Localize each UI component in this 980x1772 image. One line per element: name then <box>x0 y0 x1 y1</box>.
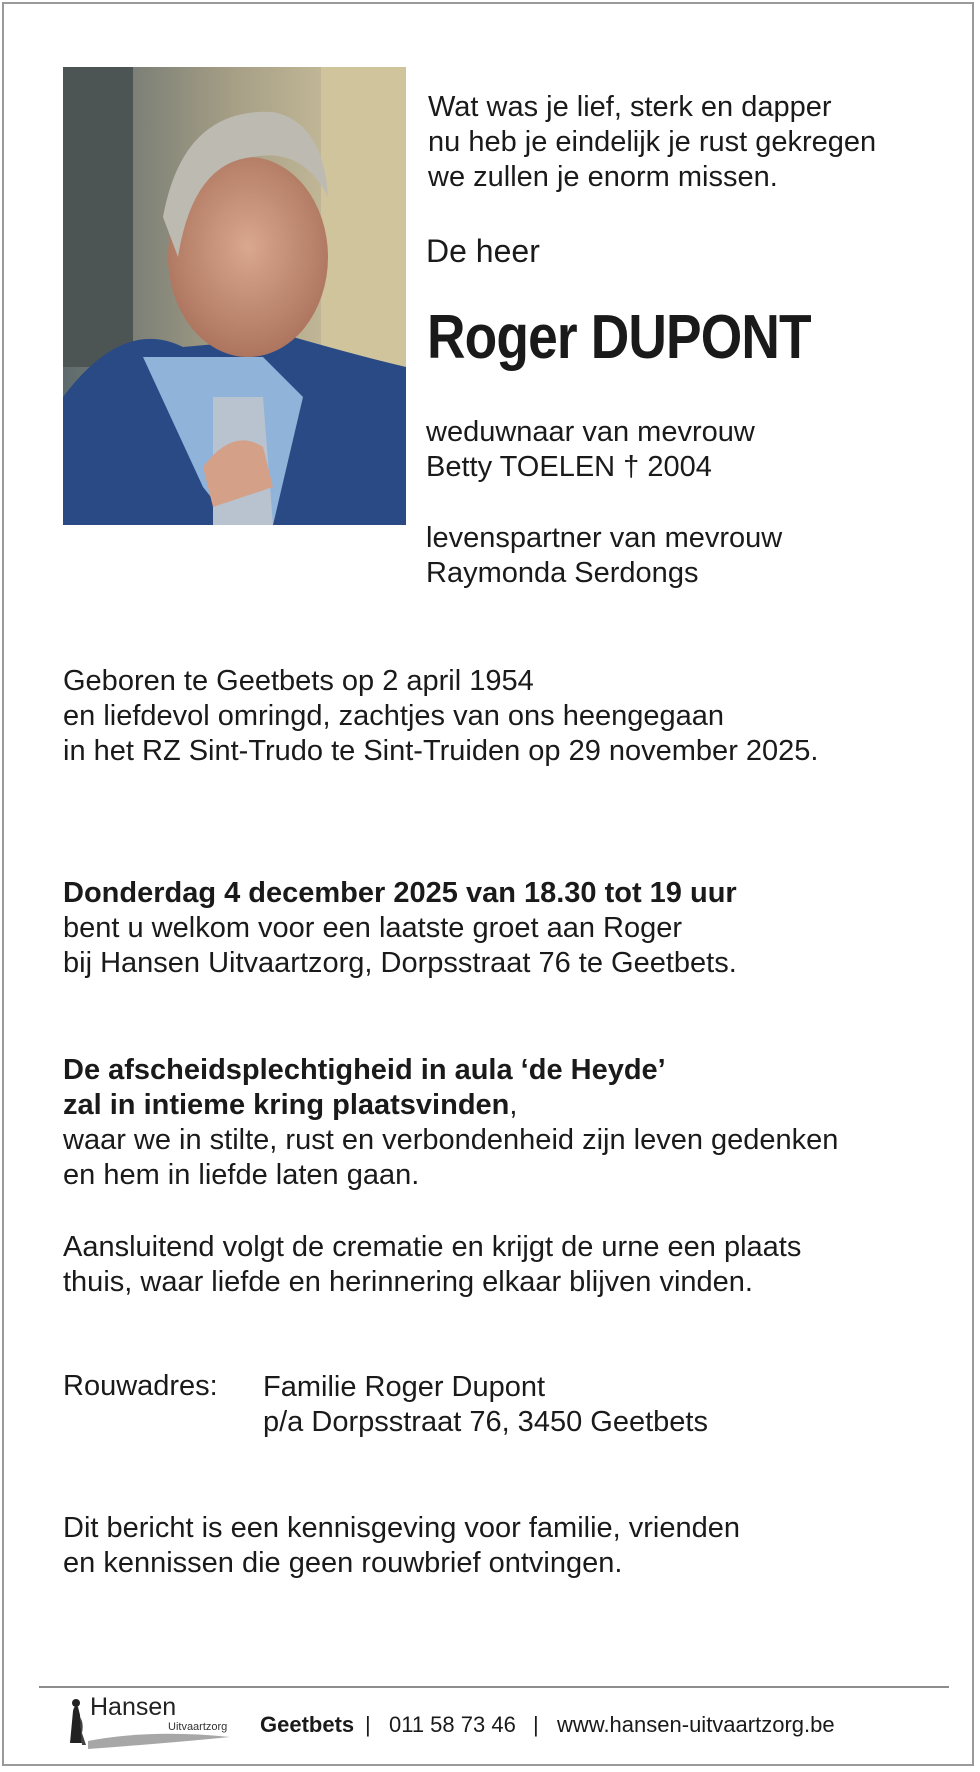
name-prefix: De heer <box>426 233 540 269</box>
cremation-paragraph <box>63 1230 801 1300</box>
paragraph-line: Dit bericht is een kennisgeving voor familie, vrienden <box>63 1512 741 1544</box>
paragraph-line: en kennissen die geen rouwbrief ontvingen. <box>63 1547 623 1579</box>
paragraph-line: Geboren te Geetbets op 2 april 1954 <box>63 665 534 697</box>
deceased-name: Roger DUPONT <box>427 303 811 372</box>
ceremony-heading: zal in intieme kring plaatsvinden <box>63 1089 510 1121</box>
logo-subtitle: Uitvaartzorg <box>168 1721 228 1733</box>
paragraph-line: bij Hansen Uitvaartzorg, Dorpsstraat 76 te Geetbets. <box>63 947 737 979</box>
poem <box>428 90 876 195</box>
poem-line: we zullen je enorm missen. <box>428 161 778 193</box>
ceremony-paragraph <box>63 1053 838 1193</box>
notice-paragraph <box>63 1511 740 1581</box>
footer-city: Geetbets <box>260 1712 355 1737</box>
paragraph-line: en hem in liefde laten gaan. <box>63 1159 420 1191</box>
relation-line: Betty TOELEN † 2004 <box>426 451 712 483</box>
logo-name: Hansen <box>90 1693 177 1721</box>
paragraph-line: in het RZ Sint-Trudo te Sint-Truiden op 29 november 2025. <box>63 735 819 767</box>
hansen-logo <box>60 1693 240 1753</box>
footer-separator: | <box>365 1712 371 1737</box>
portrait-photo <box>63 67 406 525</box>
address-line: p/a Dorpsstraat 76, 3450 Geetbets <box>263 1406 708 1438</box>
birth-death-paragraph <box>63 664 818 769</box>
address-label: Rouwadres: <box>63 1370 218 1402</box>
relation-line: weduwnaar van mevrouw <box>426 416 755 448</box>
footer-phone: 011 58 73 46 <box>389 1712 516 1737</box>
partner-relation <box>426 521 782 591</box>
ceremony-heading-comma: , <box>509 1089 518 1121</box>
visitation-heading: Donderdag 4 december 2025 van 18.30 tot 19 uur <box>63 877 737 909</box>
obituary-card <box>2 2 974 1766</box>
ceremony-heading: De afscheidsplechtigheid in aula ‘de Heyde’ <box>63 1054 666 1086</box>
visitation-paragraph <box>63 876 737 981</box>
footer-divider <box>39 1686 949 1688</box>
address-line: Familie Roger Dupont <box>263 1371 546 1403</box>
paragraph-line: bent u welkom voor een laatste groet aan Roger <box>63 912 683 944</box>
poem-line: nu heb je eindelijk je rust gekregen <box>428 126 877 158</box>
widower-relation <box>426 415 755 485</box>
relation-line: levenspartner van mevrouw <box>426 522 783 554</box>
paragraph-line: waar we in stilte, rust en verbondenheid zijn leven gedenken <box>63 1124 839 1156</box>
relation-line: Raymonda Serdongs <box>426 557 699 589</box>
paragraph-line: en liefdevol omringd, zachtjes van ons heengegaan <box>63 700 725 732</box>
poem-line: Wat was je lief, sterk en dapper <box>428 91 832 123</box>
paragraph-line: thuis, waar liefde en herinnering elkaar blijven vinden. <box>63 1266 753 1298</box>
footer-separator: | <box>533 1712 539 1737</box>
paragraph-line: Aansluitend volgt de crematie en krijgt de urne een plaats <box>63 1231 802 1263</box>
footer-website-link[interactable]: www.hansen-uitvaartzorg.be <box>557 1712 835 1737</box>
address-lines <box>263 1370 708 1440</box>
